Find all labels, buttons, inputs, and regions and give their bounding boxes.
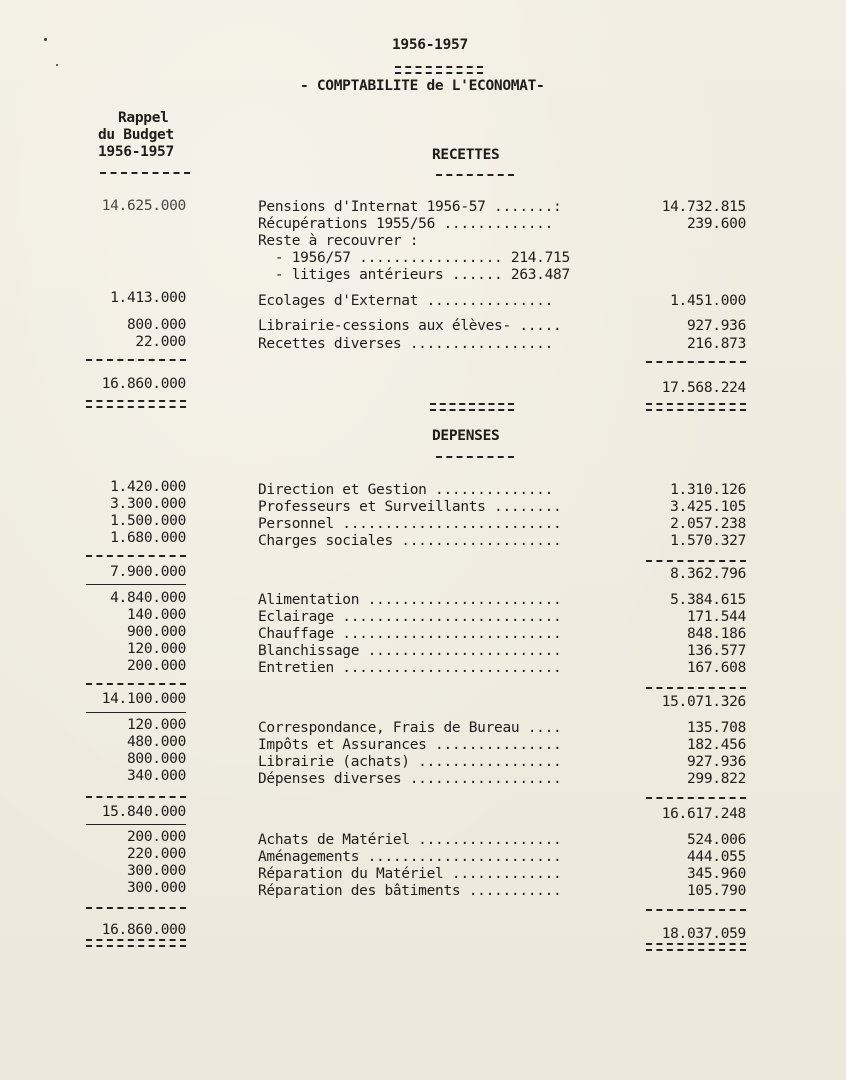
- budget-value: 1.500.000: [110, 513, 186, 529]
- subtotal-rule: [86, 907, 186, 909]
- line-label: Librairie-cessions aux élèves- .....: [258, 318, 562, 334]
- line-label: Achats de Matériel .................: [258, 832, 562, 848]
- depenses-heading: DEPENSES: [432, 428, 500, 444]
- budget-value: 300.000: [126, 880, 186, 896]
- amount-value: 1.570.327: [670, 533, 746, 549]
- line-label: Ecolages d'Externat ...............: [258, 293, 554, 309]
- group-separator: [86, 824, 186, 825]
- budget-value: 200.000: [126, 658, 186, 674]
- line-label: Correspondance, Frais de Bureau ....: [258, 720, 562, 736]
- line-label: Chauffage ..........................: [258, 626, 562, 642]
- line-label: Réparation des bâtiments ...........: [258, 883, 562, 899]
- budget-value: 14.625.000: [101, 198, 186, 214]
- subtotal-amount: 8.362.796: [670, 566, 746, 582]
- amount-value: 444.055: [686, 849, 746, 865]
- budget-col-line-1: Rappel: [118, 110, 169, 126]
- total-double-rule: [86, 939, 186, 947]
- depenses-total-amount: 18.037.059: [661, 926, 746, 942]
- budget-col-line-2: du Budget: [98, 127, 174, 143]
- amount-value: 216.873: [686, 336, 746, 352]
- section-separator: [430, 403, 514, 411]
- subtotal-rule: [86, 683, 186, 685]
- budget-col-line-3: 1956-1957: [98, 144, 174, 160]
- budget-value: 140.000: [126, 607, 186, 623]
- budget-value: 220.000: [126, 846, 186, 862]
- line-label: Eclairage ..........................: [258, 609, 562, 625]
- paper-speck: [56, 64, 58, 66]
- amount-value: 848.186: [686, 626, 746, 642]
- subtotal-rule: [646, 797, 746, 799]
- amount-value: 3.425.105: [670, 499, 746, 515]
- budget-value: 480.000: [126, 734, 186, 750]
- budget-value: 22.000: [135, 334, 186, 350]
- line-label: Librairie (achats) .................: [258, 754, 562, 770]
- line-label: Direction et Gestion ..............: [258, 482, 554, 498]
- subtotal-rule: [86, 796, 186, 798]
- budget-value: 800.000: [126, 317, 186, 333]
- subtotal-rule: [646, 560, 746, 562]
- line-label: Alimentation .......................: [258, 592, 562, 608]
- paper-speck: [44, 38, 47, 41]
- recettes-heading: RECETTES: [432, 147, 500, 163]
- amount-value: 239.600: [686, 216, 746, 232]
- budget-value: 1.413.000: [110, 290, 186, 306]
- line-label: Réparation du Matériel .............: [258, 866, 562, 882]
- line-label: Entretien ..........................: [258, 660, 562, 676]
- subtotal-budget: 15.840.000: [101, 804, 186, 820]
- budget-value: 3.300.000: [110, 496, 186, 512]
- line-label: Aménagements .......................: [258, 849, 562, 865]
- budget-value: 120.000: [126, 641, 186, 657]
- amount-value: 345.960: [686, 866, 746, 882]
- budget-value: 1.680.000: [110, 530, 186, 546]
- group-separator: [86, 712, 186, 713]
- line-label: Impôts et Assurances ...............: [258, 737, 562, 753]
- total-double-rule: [646, 943, 746, 951]
- subtotal-rule: [86, 555, 186, 557]
- budget-col-underline: [100, 172, 190, 174]
- subtotal-rule: [86, 359, 186, 361]
- amount-value: 5.384.615: [670, 592, 746, 608]
- amount-value: 1.451.000: [670, 293, 746, 309]
- subtotal-rule: [646, 361, 746, 363]
- budget-value: 120.000: [126, 717, 186, 733]
- document-title: - COMPTABILITE de L'ECONOMAT-: [300, 78, 545, 94]
- line-label: Professeurs et Surveillants ........: [258, 499, 562, 515]
- budget-value: 800.000: [126, 751, 186, 767]
- amount-value: 1.310.126: [670, 482, 746, 498]
- line-label: Dépenses diverses ..................: [258, 771, 562, 787]
- year-heading: 1956-1957: [392, 37, 468, 53]
- amount-value: 171.544: [686, 609, 746, 625]
- amount-value: 14.732.815: [661, 199, 746, 215]
- budget-value: 340.000: [126, 768, 186, 784]
- amount-value: 524.006: [686, 832, 746, 848]
- depenses-total-budget: 16.860.000: [101, 922, 186, 938]
- line-label: Personnel ..........................: [258, 516, 562, 532]
- budget-value: 4.840.000: [110, 590, 186, 606]
- total-double-rule: [646, 403, 746, 411]
- budget-value: 900.000: [126, 624, 186, 640]
- line-label: - litiges antérieurs ...... 263.487: [258, 267, 570, 283]
- line-label: Recettes diverses .................: [258, 336, 554, 352]
- line-label: Pensions d'Internat 1956-57 .......:: [258, 199, 562, 215]
- amount-value: 2.057.238: [670, 516, 746, 532]
- amount-value: 167.608: [686, 660, 746, 676]
- subtotal-budget: 7.900.000: [110, 564, 186, 580]
- subtotal-amount: 15.071.326: [661, 694, 746, 710]
- amount-value: 182.456: [686, 737, 746, 753]
- budget-value: 1.420.000: [110, 479, 186, 495]
- amount-value: 927.936: [686, 754, 746, 770]
- amount-value: 299.822: [686, 771, 746, 787]
- amount-value: 135.708: [686, 720, 746, 736]
- year-underline: [395, 66, 483, 74]
- recettes-total-amount: 17.568.224: [661, 380, 746, 396]
- group-separator: [86, 584, 186, 585]
- recettes-total-budget: 16.860.000: [101, 376, 186, 392]
- total-double-rule: [86, 400, 186, 408]
- amount-value: 927.936: [686, 318, 746, 334]
- amount-value: 105.790: [686, 883, 746, 899]
- budget-value: 200.000: [126, 829, 186, 845]
- line-label: Charges sociales ...................: [258, 533, 562, 549]
- recettes-underline: [436, 174, 514, 176]
- line-label: Blanchissage .......................: [258, 643, 562, 659]
- depenses-underline: [436, 456, 514, 458]
- subtotal-rule: [646, 687, 746, 689]
- line-label: Reste à recouvrer :: [258, 233, 419, 249]
- subtotal-amount: 16.617.248: [661, 806, 746, 822]
- line-label: - 1956/57 ................. 214.715: [258, 250, 570, 266]
- budget-value: 300.000: [126, 863, 186, 879]
- amount-value: 136.577: [686, 643, 746, 659]
- subtotal-rule: [646, 909, 746, 911]
- subtotal-budget: 14.100.000: [101, 691, 186, 707]
- line-label: Récupérations 1955/56 .............: [258, 216, 554, 232]
